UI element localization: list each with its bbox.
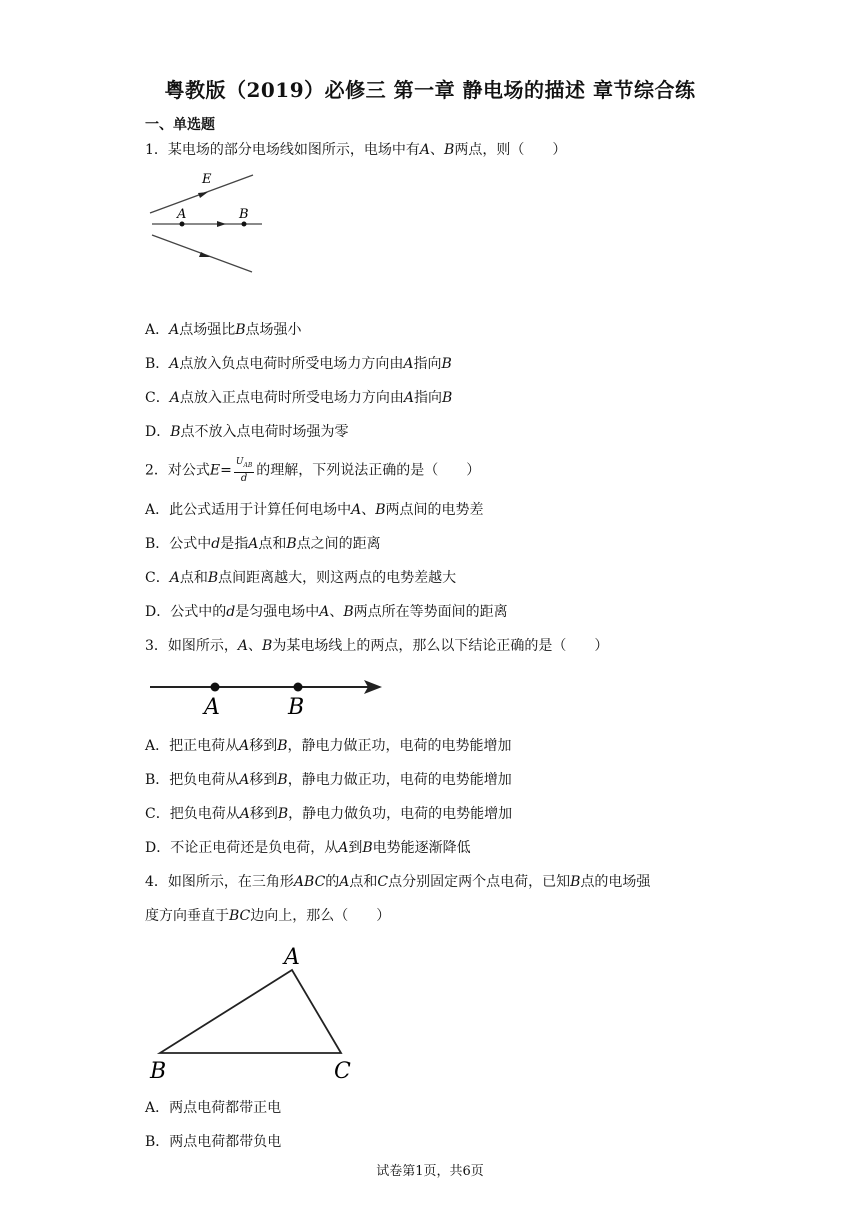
q2-stem-suffix: 的理解，下列说法正确的是（ ） [256, 462, 481, 479]
q1-stem-suffix: 两点，则（ ） [454, 142, 567, 158]
q3-option-c: C．把负电荷从A移到B，静电力做负功，电荷的电势能增加 [145, 806, 513, 822]
q2-option-b: B．公式中d是指A点和B点之间的距离 [145, 536, 381, 552]
q4-option-a: A．两点电荷都带正电 [145, 1100, 282, 1116]
point-a-dot [211, 683, 220, 692]
q2-formula-fraction: $\frac{U_{AB}}{d}$ [235, 457, 253, 484]
q1-option-d: D．B点不放入点电荷时场强为零 [145, 424, 349, 440]
q2-option-c: C．A点和B点间距离越大，则这两点的电势差越大 [145, 570, 457, 586]
q1-option-b: B．A点放入负点电荷时所受电场力方向由A指向B [145, 356, 452, 372]
question-1-stem [145, 140, 566, 160]
q1-point-b: B [444, 142, 455, 158]
q1-sep: 、 [430, 142, 445, 158]
section-heading: 一、单选题 [145, 117, 215, 133]
label-b: B [288, 695, 305, 720]
q2-option-d: D．公式中的d是匀强电场中A、B两点所在等势面间的距离 [145, 604, 508, 620]
q3-field-line-figure [148, 676, 384, 722]
q4-triangle-figure [148, 944, 358, 1084]
q1-option-a: A．A点场强比B点场强小 [145, 322, 302, 338]
q2-stem-prefix: 2．对公式 [145, 462, 210, 479]
page-footer: 试卷第1页，共6页 [376, 1164, 484, 1179]
label-a: A [204, 695, 220, 720]
q1-point-a: A [419, 142, 431, 158]
q2-formula-eq: = [220, 462, 232, 479]
triangle-abc [160, 970, 341, 1053]
label-a: A [177, 207, 187, 222]
label-b: B [150, 1059, 167, 1084]
question-4-stem-line-1: 4．如图所示，在三角形ABC的A点和C点分别固定两个点电荷，已知B点的电场强 [145, 874, 651, 890]
arrow-middle [217, 221, 226, 227]
q1-field-lines-figure [140, 168, 270, 278]
label-e: E [202, 172, 212, 187]
q3-option-b: B．把负电荷从A移到B，静电力做正功，电荷的电势能增加 [145, 772, 512, 788]
arrow-top [198, 192, 208, 198]
page-title: 粤教版（2019）必修三 第一章 静电场的描述 章节综合练 [164, 78, 696, 102]
point-b-dot [242, 222, 247, 227]
question-2-stem [145, 456, 480, 485]
question-4-stem-line-2: 度方向垂直于BC边向上，那么（ ） [145, 908, 391, 924]
q1-option-c: C．A点放入正点电荷时所受电场力方向由A指向B [145, 390, 453, 406]
label-c: C [334, 1059, 351, 1084]
q4-option-b: B．两点电荷都带负电 [145, 1134, 282, 1150]
q3-option-d: D．不论正电荷还是负电荷，从A到B电势能逐渐降低 [145, 840, 471, 856]
q2-option-a: A．此公式适用于计算任何电场中A、B两点间的电势差 [145, 502, 484, 518]
question-3-stem: 3．如图所示，A、B为某电场线上的两点，那么以下结论正确的是（ ） [145, 638, 609, 654]
label-b: B [239, 207, 249, 222]
q2-formula-lhs: E [209, 462, 221, 479]
q1-stem-prefix: 1．某电场的部分电场线如图所示，电场中有 [145, 142, 420, 158]
label-a: A [284, 945, 300, 970]
point-a-dot [180, 222, 185, 227]
point-b-dot [294, 683, 303, 692]
q3-option-a: A．把正电荷从A移到B，静电力做正功，电荷的电势能增加 [145, 738, 512, 754]
